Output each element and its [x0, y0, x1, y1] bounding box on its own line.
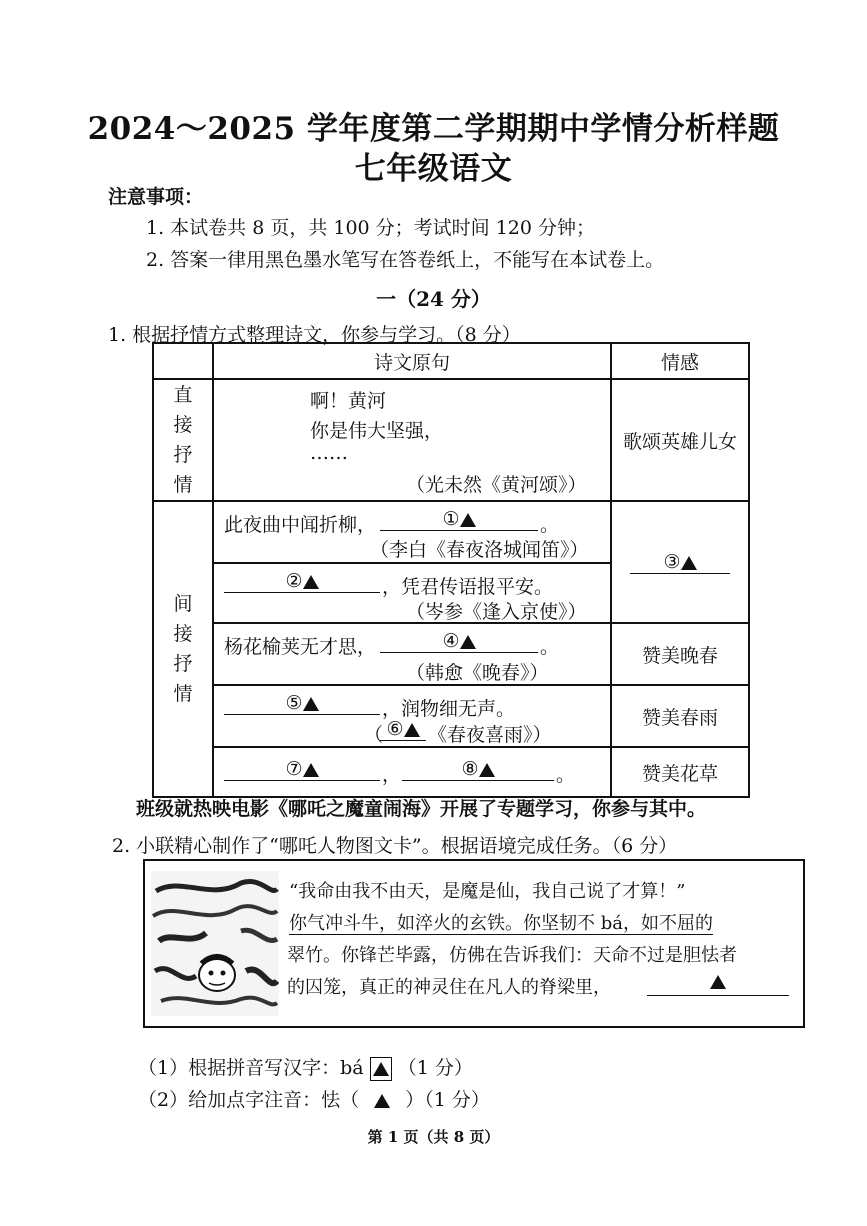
row3-end: 。 — [540, 636, 560, 658]
row3-text: 杨花榆荚无才思， — [224, 636, 377, 658]
direct-line-2: 你是伟大坚强， — [310, 420, 444, 442]
row5-sep: ， — [382, 764, 402, 786]
answer-marker-icon — [303, 697, 319, 711]
notice-item-1: 1. 本试卷共 8 页，共 100 分；考试时间 120 分钟； — [146, 217, 596, 239]
answer-marker-icon — [303, 575, 319, 589]
nezha-illustration — [151, 871, 279, 1016]
answer-marker-icon — [479, 763, 495, 777]
row5-emotion: 赞美花草 — [611, 747, 749, 797]
answer-marker-icon — [404, 723, 420, 737]
col-emotion-header: 情感 — [611, 343, 749, 379]
col-poem-header: 诗文原句 — [213, 343, 611, 379]
notice-item-2: 2. 答案一律用黑色墨水笔写在答卷纸上，不能写在本试卷上。 — [146, 249, 665, 271]
row2-source: （岑参《逢入京使》） — [406, 601, 587, 623]
notice-heading: 注意事项： — [108, 186, 204, 208]
row4-source: 《春夜喜雨》） — [428, 724, 552, 746]
answer-marker-icon — [303, 763, 319, 777]
card-answer-blank[interactable] — [647, 971, 789, 996]
answer-marker-icon — [460, 513, 476, 527]
row3-blank[interactable]: ④ — [380, 630, 538, 653]
direct-source: （光未然《黄河颂》） — [406, 474, 587, 496]
q2-prompt: 2. 小联精心制作了“哪吒人物图文卡”。根据语境完成任务。（6 分） — [112, 835, 678, 857]
row5-blank-7[interactable]: ⑦ — [224, 758, 380, 781]
q1-prompt: 1. 根据抒情方式整理诗文，你参与学习。（8 分） — [108, 324, 521, 346]
page-footer: 第 1 页（共 8 页） — [367, 1128, 500, 1146]
row1-blank[interactable]: ① — [380, 508, 538, 531]
row3-source: （韩愈《晚春》） — [406, 662, 549, 684]
answer-marker-icon — [681, 556, 697, 570]
section-heading: 一（24 分） — [376, 287, 491, 311]
row4-source-blank[interactable]: ⑥ — [380, 718, 426, 741]
q2-sub1: （1）根据拼音写汉字：bá （1 分） — [138, 1057, 473, 1079]
card-line-3: 翠竹。你锋芒毕露，仿佛在告诉我们：天命不过是胆怯者 — [287, 945, 737, 966]
answer-marker-icon — [374, 1094, 390, 1108]
direct-line-1: 啊！黄河 — [310, 390, 387, 412]
row1-source: （李白《春夜洛城闻笛》） — [370, 539, 589, 561]
exam-title: 2024～2025 学年度第二学期期中学情分析样题 — [87, 111, 780, 147]
pinyin-answer-box[interactable] — [370, 1057, 392, 1081]
answer-marker-icon — [460, 635, 476, 649]
row4-text: ，润物细无声。 — [382, 698, 516, 720]
row3-emotion: 赞美晚春 — [611, 623, 749, 685]
row1-text: 此夜曲中闻折柳， — [224, 514, 377, 536]
poem-table — [152, 342, 750, 798]
q2-sub2: （2）给加点字注音：怯（ ）（1 分） — [138, 1089, 490, 1111]
answer-marker-icon — [373, 1062, 389, 1076]
character-card — [143, 859, 805, 1028]
row4-blank[interactable]: ⑤ — [224, 692, 380, 715]
direct-line-3: …… — [310, 442, 348, 464]
pronunciation-answer[interactable] — [365, 1089, 399, 1111]
row1-end: 。 — [540, 514, 560, 536]
answer-marker-icon — [710, 975, 726, 989]
direct-emotion: 歌颂英雄儿女 — [611, 379, 749, 501]
row5-blank-8[interactable]: ⑧ — [402, 758, 554, 781]
direct-label: 直接抒情 — [173, 384, 193, 496]
emotion-blank-3[interactable]: ③ — [630, 551, 730, 574]
card-line-1: “我命由我不由天，是魔是仙，我自己说了才算！” — [289, 881, 686, 902]
topic-intro: 班级就热映电影《哪吒之魔童闹海》开展了专题学习，你参与其中。 — [136, 798, 707, 820]
indirect-label: 间接抒情 — [173, 593, 193, 705]
row5-end: 。 — [556, 764, 576, 786]
exam-subtitle: 七年级语文 — [354, 151, 513, 187]
row2-blank[interactable]: ② — [224, 570, 380, 593]
row4-emotion: 赞美春雨 — [611, 685, 749, 747]
row2-text: ，凭君传语报平安。 — [382, 576, 554, 598]
card-line-4: 的囚笼，真正的神灵住在凡人的脊梁里， — [287, 977, 611, 998]
row4-source-open: （ — [364, 724, 384, 746]
card-line-2: 你气冲斗牛，如淬火的玄铁。你坚韧不 bá，如不屈的 — [289, 913, 713, 934]
